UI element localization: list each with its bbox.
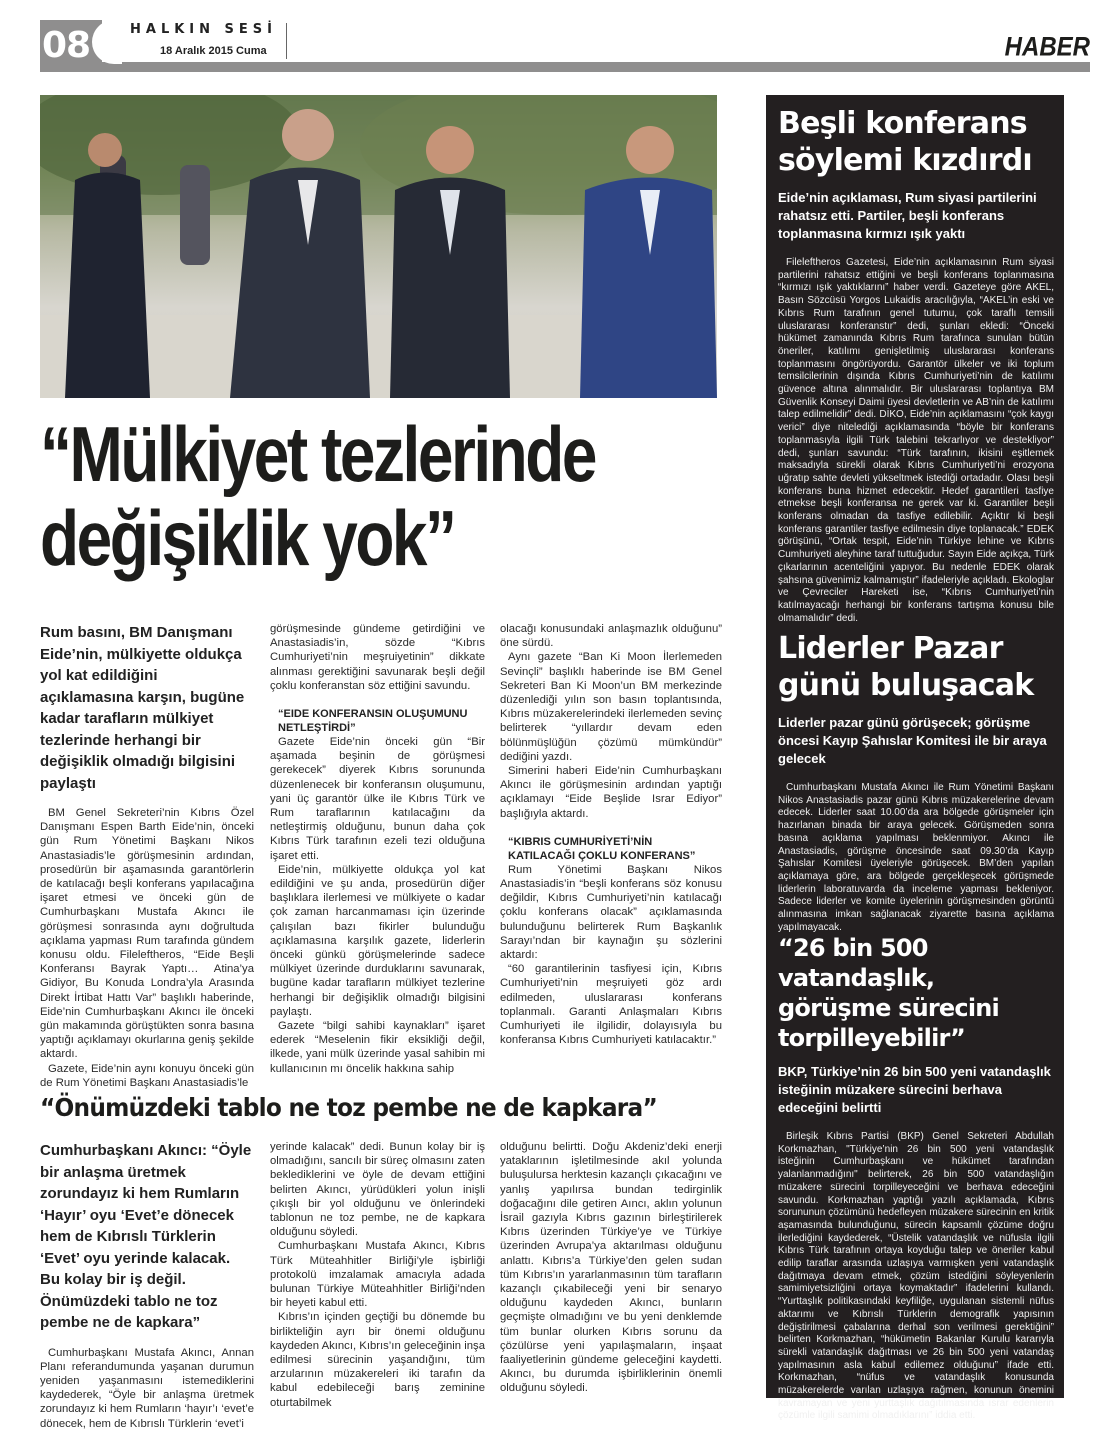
paragraph: Gazete, Eide’nin aynı konuyu önceki gün de Rum Yönetimi Başkanı Anastasiadis’le — [40, 1062, 254, 1089]
paragraph: BM Genel Sekreteri’nin Kıbrıs Özel Danışmanı Espen Barth Eide’nin, önceki gün Rum Yönetimi Başkanı Nikos Anastasiadis’le görüşmesinin ardından, prosedürün bir aşamasında garantörlerin de katılacağı beşli konferans yapılacağına işaret etmesi ve önceki gün de Cumhurbaşkanı Mustafa Akıncı ile görüşmesi sonrasında aynı doğrultuda açıklama yapması Rum tarafında gündem konusu oldu. Fileleftheros, “Eide Beşli Konferansı Bayrak Yaptı… Atina’ya Gidiyor, Bu Konuda Londra’yla Arasında Direkt İrtibat Hattı Var” başlıklı haberinde, Eide’nin Cumhurbaşkanı Akıncı ile önceki gün makamında görüştükten sonra basına yaptığı açıklamayı okurlarına geniş şekilde aktardı. — [40, 807, 254, 1061]
sidebar-story-title: “26 bin 500 vatandaşlık, görüşme sürecini torpilleyebilir” — [778, 934, 999, 1052]
sidebar-story-body: Fileleftheros Gazetesi, Eide’nin açıklamasının Rum siyasi partilerini rahatsız ettiğini ve beşli konferans toplanmasına “kırmızı ışık yaktıklarını” haber verdi. Gazeteye göre AKEL, Basın Sözcüsü Yorgos Lukaidis aracılığıyla, “AKEL’in eski ve Kıbrıs Rum tarafının genel tutumu, çok taraflı temsili uluslararası konferanstır” dedi, şunları ekledi: “Önceki hükümet zamanında Kıbrıs Rum tarafınca sunulan bütün öneriler, katılımı genişletilmiş uluslararası konferans toplanmasını öngörüyordu. Garantör ülkeler ve iki toplum temsilcilerinin dışında Kıbrıs Cumhuriyeti’nin de katılımı güvence altına alınmalıdır. Bir uluslararası toplantıya BM Güvenlik Konseyi Daimi üyesi devletlerin ve AB’nin de katılımı talep edilmelidir” dedi. DİKO, Eide’nin açıklamasını “çok kaygı verici” diye nitelediği açıklamasında “böyle bir konferans toplanmasıyla ilgili Türk talebini tekrarlıyor ve destekliyor” dedi, şunları savundu: “Türk tarafının, ikisini eşitlemek maksadıyla sürekli olarak Kıbrıs Cumhuriyeti’ni erozyona uğratıp sahte devleti yükseltmek istediği ortadadır. Olası beşli konferans buna hizmet edecektir. Hedef garantileri tasfiye etmekse beşli konferansa ne gerek var ki. Garantiler beşli konferans olmadan da tasfiye edilebilir. Açıktır ki beşli konferans garantiler tasfiye edilmesin diye toplanacak.” EDEK görüşünü, “Ortak tespit, Eide’nin Türkiye lehine ve Kıbrıs Cumhuriyeti aleyhine taraf tuttuğudur. Sayın Eide açıkça, Türk çıkarlarının acenteliğini yapıyor. Bu nedenle EDEK olarak şahsına güvenimiz kalmamıştır” ifadeleriyle açıkladı. Ekologlar ve Çevreciler Hareketi ise, “Kıbrıs Cumhuriyeti’nin katılmayacağı herhangi bir konferans tartışma konusu bile olmamalıdır” dedi. — [778, 257, 1054, 624]
page-number: 08 — [40, 20, 102, 72]
issue-date: 18 Aralık 2015 Cuma — [160, 45, 267, 57]
header-rule — [40, 62, 1090, 72]
paragraph: Cumhurbaşkanı Mustafa Akıncı, Kıbrıs Türk Müteahhitler Birliği’yle işbirliği protokolü imzalamak amacıyla adada bulunan Türkiye Müteahhitler Birliği’nden bir heyeti kabul etti. — [270, 1240, 485, 1310]
paragraph: görüşmesinde gündeme getirdiğini ve Anastasiadis’in, sözde “Kıbrıs Cumhuriyeti’nin meşruiyetinin” dikkate alınması gerektiğini savunarak beşli değil çoklu konferanstan söz ettiğini savundu. — [270, 623, 485, 692]
main-story-column-3 — [500, 622, 722, 1047]
paragraph: yerinde kalacak” dedi. Bunun kolay bir iş olmadığını, sancılı bir süreç olmasını zaten beklediklerini ve öyle de devam ettiğini belirten Akıncı, yürüdükleri yolun inişli çıkışlı bir yol olduğunu ve önlerindeki tablonun ne toz pembe, ne de kapkara olduğunu söyledi. — [270, 1141, 485, 1239]
subheading: “KIBRIS CUMHURİYETİ’NİN KATILACAĞI ÇOKLU KONFERANS” — [508, 835, 696, 862]
paragraph: “60 garantilerinin tasfiyesi için, Kıbrıs Cumhuriyeti’nin meşruiyeti göz ardı edilmeden, uluslararası konferans toplanmalı. Garanti Anlaşmaları Kıbrıs Cumhuriyeti ile ilgilidir, dolayısıyla bu konferansa Kıbrıs Cumhuriyeti katılacaktır.” — [500, 963, 722, 1047]
bottom-headline: “Önümüzdeki tablo ne toz pembe ne de kapkara” — [40, 1093, 657, 1122]
paragraph: Kıbrıs’ın içinden geçtiği bu dönemde bu birlikteliğin ayrı bir önemi olduğunu kaydeden Akıncı, Kıbrıs’ın geleceğinin inşa edilmesi sürecinin yaşandığını, tüm arzularının müzakereleri iki tarafın da kabul edebileceği barış zeminine oturtabilmek — [270, 1311, 485, 1409]
paragraph: Cumhurbaşkanı Mustafa Akıncı, Annan Planı referandumunda yaşanan durumun yeniden yaşanmasını istemediklerini kaydederek, “Öyle bir anlaşma üretmek zorundayız ki hem Rumların ‘hayır’ı ‘evet’e dönecek, hem de Kıbrıslı Türklerin ‘evet’i — [40, 1346, 254, 1430]
sidebar-story-2 — [778, 630, 1054, 934]
main-story-column-1 — [40, 622, 254, 1090]
header-divider — [286, 23, 287, 59]
news-photo — [40, 95, 717, 398]
page-header — [40, 20, 1090, 72]
sidebar-story-deck: BKP, Türkiye’nin 26 bin 500 yeni vatandaşlık isteğinin müzakere sürecini berhava edeceğini belirtti — [778, 1064, 1051, 1115]
sidebar-story-title: Liderler Pazar günü buluşacak — [778, 631, 1034, 703]
sidebar-story-body: Birleşik Kıbrıs Partisi (BKP) Genel Sekreteri Abdullah Korkmazhan, "Türkiye’nin 26 bin 500 yeni vatandaşlık isteğinin Cumhurbaşkanı ve hükümet tarafından yalanlanmadığını" belirterek, 26 bin 500 vatandaşlığın müzakere sürecini torpilleyeceğini ve berhava edeceğini savundu. Korkmazhan yaptığı yazılı açıklamada, Kıbrıs sorununun çözümünü hedefleyen müzakere sürecinin en kritik aşamasında bulunduğunu, sürecin kapsamlı çözüme doğru ilerlediğini kaydederek, “Üstelik vatandaşlık ve nüfusla ilgili Kıbrıs Türk tarafının ortaya koyduğu talep ve öneriler kabul edilip taraflar arasında uzlaşıya varmışken yeni vatandaşlık dağıtmaya devam etmek, çözüm istediğini söyleyenlerin samimiyetsizliğini ortaya koymaktadır” ifadelerini kullandı. “Yurttaşlık politikasındaki keyfiliğe, uygulanan sistemli nüfus aktarımı ve Kıbrıslı Türklerin demografik yapısının değiştirilmesi çabalarına derhal son verilmesi gerektiğini” belirten Korkmazhan, “hükümetin Bakanlar Kurulu kararıyla sürekli vatandaşlık dağıtması ve 26 bin 500 yeni vatandaş yapılmasının asla kabul edilemez olduğunu” ifade etti. Korkmazhan, “nüfus ve vatandaşlık konusunda müzakerelerde varılan uzlaşıya rağmen, konunun önemini kavramayan ve yeni yurttaşlık dağıtılmasında ısrar edenlerin çözümle ilgili samimi olmadıklarını” iddia etti. — [778, 1131, 1054, 1422]
bottom-story-column-1 — [40, 1140, 254, 1431]
paragraph: Gazete Eide’nin önceki gün “Bir aşamada beşinin de görüşmesi gerekecek” diyerek Kıbrıs sorununda düzenlenecek bir konferansın oluşumunu, yani üç garantör ülke ile Kıbrıs Türk ve Rum taraflarının katılacağını da netleştirmiş olduğunu, bunun daha çok Kıbrıs Türk tarafının ezeli tezi olduğuna işaret etti. — [270, 736, 485, 862]
paragraph: Simerini haberi Eide’nin Cumhurbaşkanı Akıncı ile görüşmesinin ardından yaptığı açıklamayı “Eide Beşlide Israr Ediyor” başlığıyla aktardı. — [500, 765, 722, 820]
sidebar-story-3 — [778, 933, 1054, 1423]
bottom-story-column-3 — [500, 1140, 722, 1396]
paragraph: Eide’nin, mülkiyette oldukça yol kat edildiğini ve şu anda, prosedürün diğer başlıklara ilerlemesi ve mülkiyete o kadar çok zaman harcanmaması için üzerinde çalışılan bazı fikirler bulunduğu açıklamasına karşılık gazete, liderlerin önceki günkü görüşmelerinde sadece mülkiyet üzerinde durduklarını savunarak, bugüne kadar tarafların mülkiyet tezlerine herhangi bir değişiklik olmadığı bilgisini paylaştı. — [270, 863, 485, 1018]
newspaper-name: HALKIN SESİ — [130, 22, 277, 37]
photo-illustration — [40, 95, 717, 398]
sidebar-story-body: Cumhurbaşkanı Mustafa Akıncı ile Rum Yönetimi Başkanı Nikos Anastasiadis pazar günü Kıbrıs müzakerelerine devam edecek. Liderler saat 10.00’da ara bölgede görüşmeler için hazırlanan binada bir araya gelecek. Görüşmeden sonra basına açıklama yapılması beklenmiyor. Akıncı ile Anastasiadis, görüşme öncesinde saat 09.30’da Kayıp Şahıslar Komitesi üyeleriyle görüşecek. BM’den yapılan açıklamaya göre, ara bölgede gerçekleşecek görüşmede liderlerin laboratuvarda da inceleme yapması bekleniyor. Sadece liderler ve komite üyelerinin görüşmesinden görüntü alınmasına imkan sağlanacak ziyarette basına açıklama yapılmayacak. — [778, 782, 1054, 933]
subheading: “EIDE KONFERANSIN OLUŞUMUNU NETLEŞTİRDİ” — [278, 708, 468, 735]
bottom-story-column-2 — [270, 1140, 485, 1410]
sidebar-story-deck: Liderler pazar günü görüşecek; görüşme öncesi Kayıp Şahıslar Komitesi ile bir araya gelecek — [778, 715, 1047, 766]
sidebar-story-1 — [778, 105, 1054, 625]
main-story-lead: Rum basını, BM Danışmanı Eide’nin, mülkiyette oldukça yol kat edildiğini açıklamasına karşın, bugüne kadar tarafların mülkiyet tezlerinde herhangi bir değişiklik olmadığı bilgisini paylaştı — [40, 624, 245, 792]
sidebar-story-deck: Eide’nin açıklaması, Rum siyasi partilerini rahatsız etti. Partiler, beşli konferans toplanmasına kırmızı ışık yaktı — [778, 190, 1037, 241]
main-story-column-2 — [270, 622, 485, 1076]
sidebar-story-title: Beşli konferans söylemi kızdırdı — [778, 106, 1032, 178]
main-headline-line2: değişiklik yok” — [40, 494, 455, 582]
main-headline-line1: “Mülkiyet tezlerinde — [40, 410, 596, 498]
paragraph: Aynı gazete “Ban Ki Moon İlerlemeden Sevinçli” başlıklı haberinde ise BM Genel Sekreteri Ban Ki Moon’un BM merkezinde düzenlediği yılın son basın toplantısında, Kıbrıs müzakerelerindeki ilerlemeden sevinç belirterek “yıllardır devam eden bölünmüşlüğün çözümü mümkündür” dediğini yazdı. — [500, 651, 722, 763]
paragraph: olduğunu belirtti. Doğu Akdeniz’deki enerji yataklarının işletilmesinde akıl yolunda buluşulursa herktesin kazançlı çıkacağını ve yanlış yapılırsa bundan tedirginlik doğacağını dile getiren Aıncı, aklın yolunun İsrail gazıyla Kıbrıs gazının birleştirilerek Kıbrıs üzerinden Türkiye’ye ve Türkiye üzerinden Avrupa’ya aktarılması olduğunu anlattı. Kıbrıs’a Türkiye’den gelen sudan tüm Kıbrıs’ın yararlanmasının tüm tarafların kazançlı çıkabileceği yeni bir senaryo olduğunu kaydeden Akıncı, bunların geçmişte olmadığını ve bu yeni denklemde tüm bunlar olurken Kıbrıs sorunu da çözülürse yeni yapılaşmaların, inşaat faaliyetlerinin gündeme geleceğini kaydetti. Akıncı, bu durumda işbirliklerinin önemli olduğunu söyledi. — [500, 1141, 722, 1395]
paragraph: Rum Yönetimi Başkanı Nikos Anastasiadis’in “beşli konferans söz konusu değildir, Kıbrıs Cumhuriyeti’nin katılacağı çoklu konferans olacak” açıklamasında bulunduğunu belirterek Rum Başkanlık Sarayı’ndan bir kaynağın şu sözlerini aktardı: — [500, 863, 722, 962]
sidebar-panel — [766, 95, 1064, 1422]
main-headline — [40, 412, 606, 580]
paragraph: Gazete “bilgi sahibi kaynakları” işaret ederek “Meselenin fikir eksikliği değil, ilkede, yani mülk üzerinde yasal sahibin mi kullanıcının mı öncelik hakkına sahip — [270, 1020, 485, 1075]
section-label: HABER — [1004, 32, 1090, 63]
paragraph: olacağı konusundaki anlaşmazlık olduğunu” öne sürdü. — [500, 623, 722, 650]
bottom-story-lead: Cumhurbaşkanı Akıncı: “Öyle bir anlaşma üretmek zorundayız ki hem Rumların ‘Hayır’ oyu ‘Evet’e dönecek hem de Kıbrıslı Türklerin ‘Evet’ oyu yerinde kalacak. Bu kolay bir iş değil. Önümüzdeki tablo ne toz pembe ne de kapkara” — [40, 1142, 252, 1331]
